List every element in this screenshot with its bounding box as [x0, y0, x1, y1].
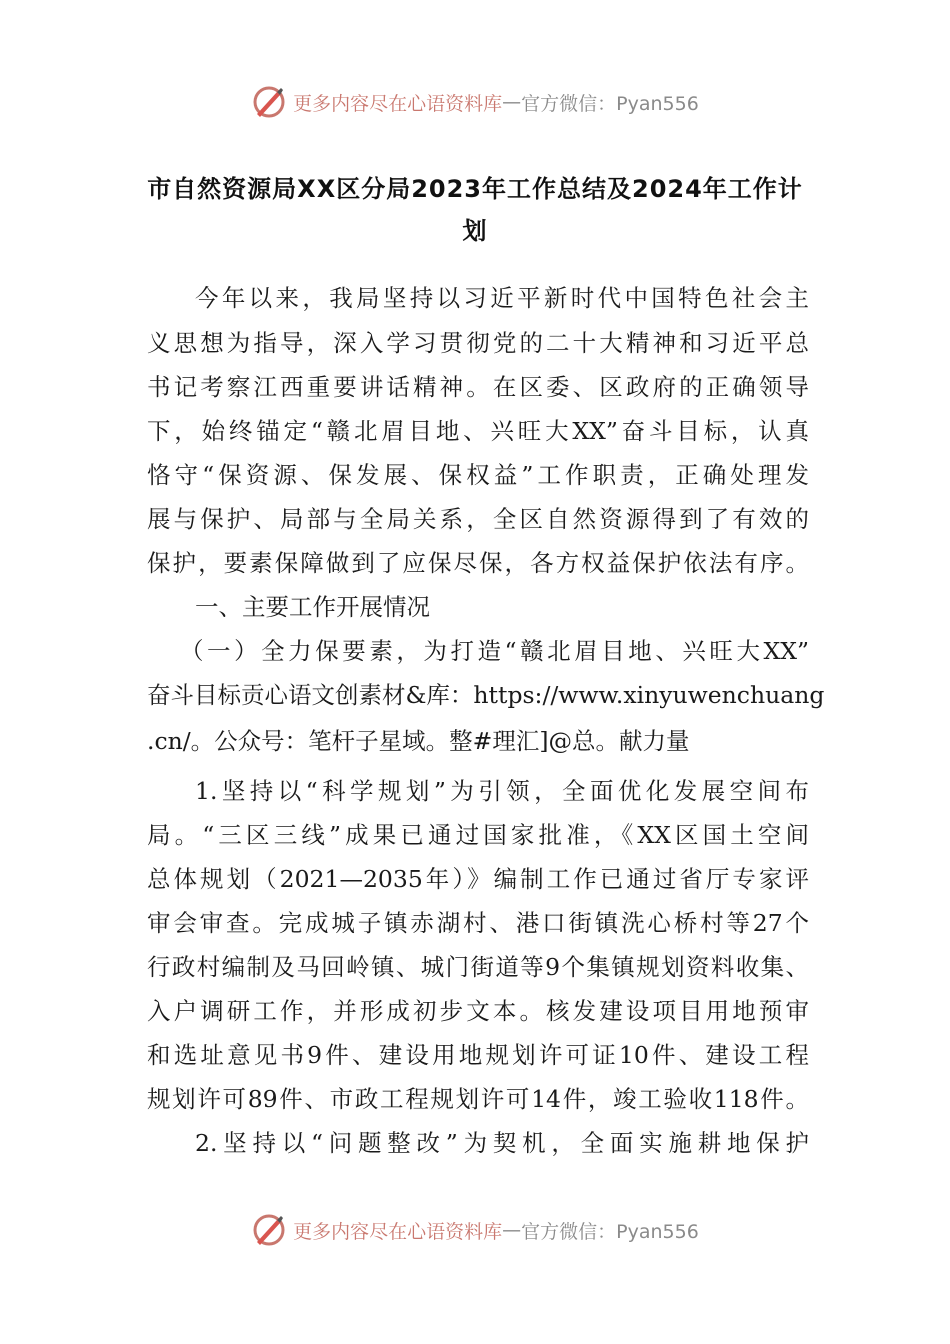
body-line: 1.坚持以“科学规划”为引领，全面优化发展空间布	[195, 777, 809, 805]
watermark-wechat: 官方微信：Pyan556	[521, 1220, 699, 1243]
body-line: 入户调研工作，并形成初步文本。核发建设项目用地预审	[147, 997, 809, 1025]
body-line: 2.坚持以“问题整改”为契机，全面实施耕地保护	[195, 1129, 809, 1157]
body-line: 总体规划（2021—2035年）》编制工作已通过省厅专家评	[147, 865, 809, 893]
body-line: 规划许可89件、市政工程规划许可14件，竣工验收118件。	[147, 1085, 809, 1113]
watermark-wechat: 官方微信：Pyan556	[521, 92, 699, 115]
body-line: 展与保护、局部与全局关系，全区自然资源得到了有效的	[147, 505, 809, 533]
watermark-banner-top	[0, 82, 950, 122]
watermark-banner-bottom	[0, 1210, 950, 1250]
body-line: 行政村编制及马回岭镇、城门街道等9个集镇规划资料收集、	[147, 953, 809, 981]
body-line: 保护，要素保障做到了应保尽保，各方权益保护依法有序。	[147, 549, 809, 577]
body-line: 书记考察江西重要讲话精神。在区委、区政府的正确领导	[147, 373, 809, 401]
pen-logo-icon	[251, 1212, 287, 1248]
watermark-dash: —	[502, 1219, 522, 1241]
pen-logo-icon	[251, 84, 287, 120]
body-line: 奋斗目标贡心语文创素材&库：https://www.xinyuwenchuang	[147, 681, 825, 709]
subsection-heading: （一）全力保要素，为打造“赣北眉目地、兴旺大XX”	[180, 637, 809, 665]
body-line: 恪守“保资源、保发展、保权益”工作职责，正确处理发	[147, 461, 809, 489]
section-heading: 一、主要工作开展情况	[195, 593, 430, 621]
body-line: 审会审查。完成城子镇赤湖村、港口街镇洗心桥村等27个	[147, 909, 809, 937]
document-title-line-1: 市自然资源局XX区分局2023年工作总结及2024年工作计	[147, 175, 803, 203]
body-line: .cn/。公众号：笔杆子星域。整#理汇]@总。献力量	[147, 727, 690, 755]
watermark-dash: —	[502, 91, 522, 113]
body-line: 和选址意见书9件、建设用地规划许可证10件、建设工程	[147, 1041, 809, 1069]
watermark-text: 更多内容尽在心语资料库	[293, 92, 503, 115]
watermark-text: 更多内容尽在心语资料库	[293, 1220, 503, 1243]
body-line: 局。“三区三线”成果已通过国家批准，《XX区国土空间	[147, 821, 809, 849]
body-line: 下，始终锚定“赣北眉目地、兴旺大XX”奋斗目标，认真	[147, 417, 809, 445]
document-title-line-2: 划	[462, 217, 488, 245]
body-line: 今年以来，我局坚持以习近平新时代中国特色社会主	[195, 284, 809, 312]
body-line: 义思想为指导，深入学习贯彻党的二十大精神和习近平总	[147, 329, 809, 357]
